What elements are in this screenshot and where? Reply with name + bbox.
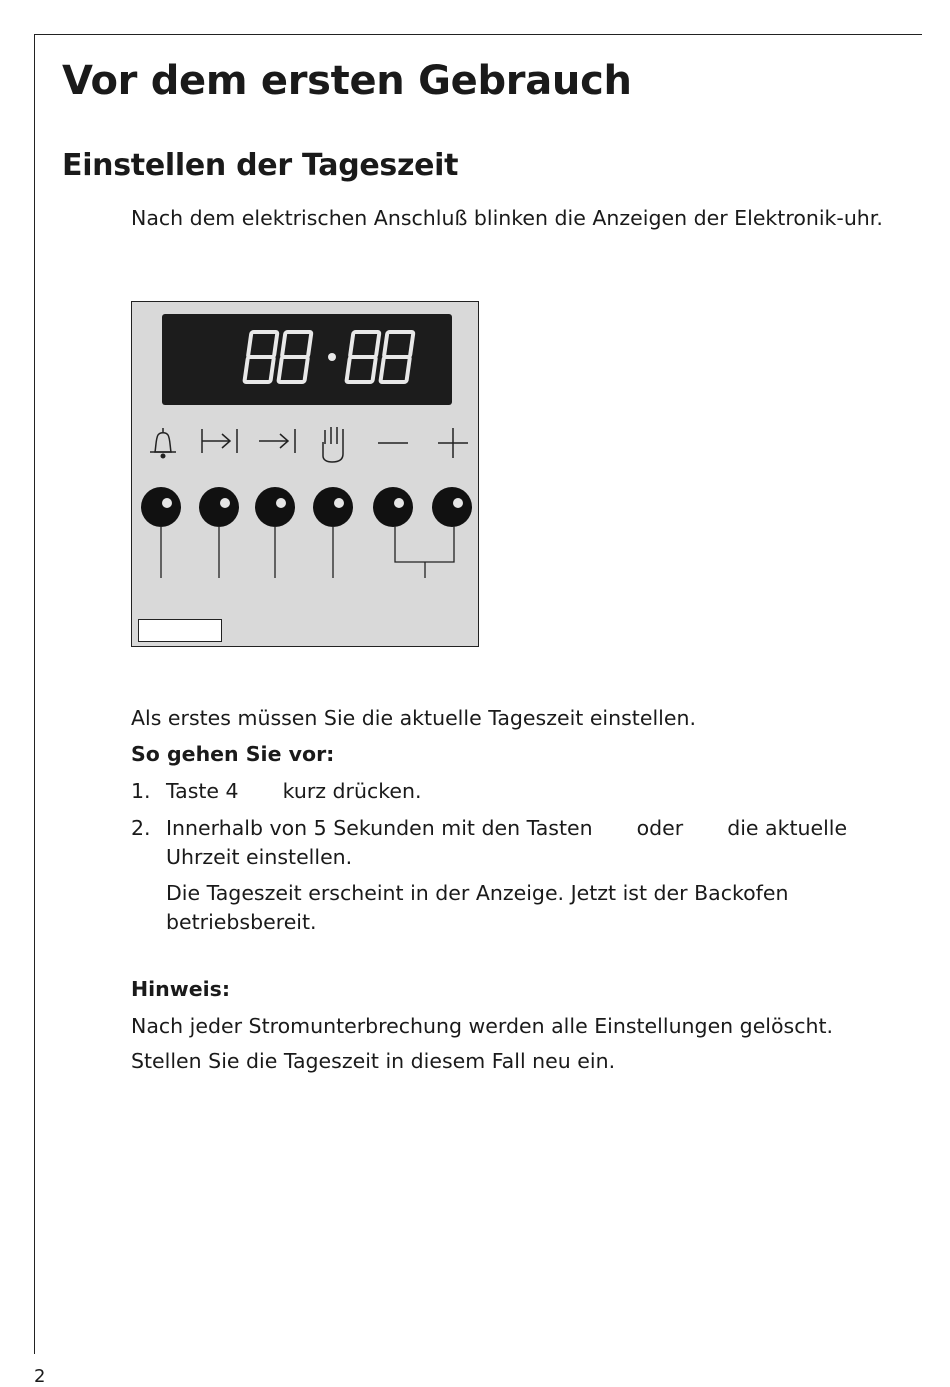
page-frame-left [34, 34, 35, 1354]
step-text: Taste 4 [166, 779, 239, 803]
hand-icon [318, 424, 348, 464]
step-text: oder [636, 816, 684, 840]
end-time-icon [258, 426, 298, 456]
colon-dot [328, 353, 336, 361]
hint-heading: Hinweis: [131, 977, 231, 1001]
hint-line-1: Nach jeder Stromunterbrechung werden alle Einstellungen gelöscht. [131, 1014, 834, 1038]
page-title: Vor dem ersten Gebrauch [62, 58, 632, 104]
bell-icon [146, 426, 180, 460]
procedure-heading: So gehen Sie vor: [131, 742, 335, 766]
step-note: Die Tageszeit erscheint in der Anzeige. Jetzt ist der Backofen betriebsbereit. [166, 881, 789, 934]
clock-display [162, 314, 452, 405]
button-5-knob [372, 486, 414, 528]
button-4-knob [312, 486, 354, 528]
plus-icon [436, 426, 470, 460]
step-number: 2. [131, 816, 151, 840]
step-text: die aktuelle Uhrzeit einstellen. [166, 816, 848, 869]
step-text: kurz drücken. [282, 779, 422, 803]
button-1-knob [140, 486, 182, 528]
label-box [138, 619, 222, 642]
duration-icon [200, 426, 240, 456]
hint-line-2: Stellen Sie die Tageszeit in diesem Fall neu ein. [131, 1049, 616, 1073]
lead-paragraph: Als erstes müssen Sie die aktuelle Tageszeit einstellen. [131, 706, 696, 730]
section-title: Einstellen der Tageszeit [62, 148, 459, 183]
page-number: 2 [34, 1366, 46, 1387]
leader-lines [132, 526, 478, 580]
control-panel-illustration [131, 301, 479, 647]
step-number: 1. [131, 779, 151, 803]
button-6-knob [431, 486, 473, 528]
display-digits [240, 328, 416, 388]
minus-icon [376, 428, 410, 458]
page-frame-top [34, 34, 922, 35]
button-2-knob [198, 486, 240, 528]
button-3-knob [254, 486, 296, 528]
intro-paragraph: Nach dem elektrischen Anschluß blinken die Anzeigen der Elektronik-uhr. [131, 206, 883, 230]
step-text: Innerhalb von 5 Sekunden mit den Tasten [166, 816, 593, 840]
